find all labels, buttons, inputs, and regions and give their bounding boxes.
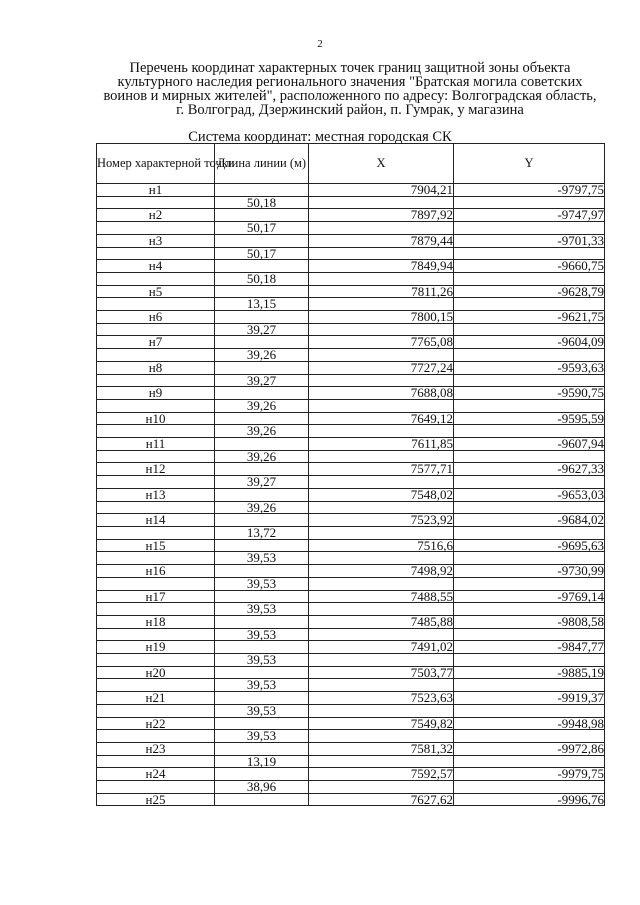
length-row — [97, 349, 605, 362]
y-coordinate: -9979,75 — [454, 768, 605, 781]
x-coordinate: 7577,71 — [309, 463, 454, 476]
x-coordinate: 7592,57 — [309, 768, 454, 781]
point-row — [97, 285, 605, 298]
x-coordinate: 7879,44 — [309, 234, 454, 247]
line-length: 39,53 — [215, 730, 309, 743]
point-row — [97, 717, 605, 730]
point-row — [97, 539, 605, 552]
point-number: н17 — [97, 590, 215, 603]
line-length: 39,53 — [215, 679, 309, 692]
x-coordinate: 7516,6 — [309, 539, 454, 552]
document-title — [80, 61, 620, 117]
x-coordinate: 7649,12 — [309, 412, 454, 425]
y-coordinate: -9627,33 — [454, 463, 605, 476]
point-number: н11 — [97, 438, 215, 451]
x-coordinate: 7765,08 — [309, 336, 454, 349]
y-coordinate: -9847,77 — [454, 641, 605, 654]
x-coordinate: 7727,24 — [309, 361, 454, 374]
line-length: 39,53 — [215, 628, 309, 641]
point-number: н9 — [97, 387, 215, 400]
y-coordinate: -9701,33 — [454, 234, 605, 247]
point-row — [97, 387, 605, 400]
point-number: н13 — [97, 488, 215, 501]
point-number: н2 — [97, 209, 215, 222]
point-row — [97, 438, 605, 451]
x-coordinate: 7688,08 — [309, 387, 454, 400]
line-length: 39,26 — [215, 501, 309, 514]
length-row — [97, 425, 605, 438]
point-number: н19 — [97, 641, 215, 654]
length-row — [97, 501, 605, 514]
length-row — [97, 730, 605, 743]
point-number: н7 — [97, 336, 215, 349]
point-number: н1 — [97, 184, 215, 197]
length-row — [97, 323, 605, 336]
y-coordinate: -9808,58 — [454, 615, 605, 628]
y-coordinate: -9684,02 — [454, 514, 605, 527]
y-coordinate: -9590,75 — [454, 387, 605, 400]
length-row — [97, 781, 605, 794]
point-row — [97, 260, 605, 273]
length-row — [97, 628, 605, 641]
length-row — [97, 679, 605, 692]
y-coordinate: -9885,19 — [454, 666, 605, 679]
point-number: н12 — [97, 463, 215, 476]
point-row — [97, 565, 605, 578]
x-coordinate: 7485,88 — [309, 615, 454, 628]
line-length: 50,18 — [215, 196, 309, 209]
point-row — [97, 184, 605, 197]
length-row — [97, 552, 605, 565]
line-length: 39,53 — [215, 603, 309, 616]
length-row — [97, 272, 605, 285]
x-coordinate: 7581,32 — [309, 742, 454, 755]
point-number: н18 — [97, 615, 215, 628]
y-coordinate: -9919,37 — [454, 692, 605, 705]
y-coordinate: -9695,63 — [454, 539, 605, 552]
length-row — [97, 577, 605, 590]
line-length: 39,27 — [215, 374, 309, 387]
x-coordinate: 7611,85 — [309, 438, 454, 451]
y-coordinate: -9593,63 — [454, 361, 605, 374]
length-row — [97, 654, 605, 667]
x-coordinate: 7523,92 — [309, 514, 454, 527]
point-number: н24 — [97, 768, 215, 781]
title-line: воинов и мирных жителей", расположенного по адресу: Волгоградская область, — [103, 88, 597, 104]
y-coordinate: -9948,98 — [454, 717, 605, 730]
line-length: 39,26 — [215, 399, 309, 412]
line-length: 13,19 — [215, 755, 309, 768]
y-coordinate: -9628,79 — [454, 285, 605, 298]
coordinates-table — [96, 143, 605, 806]
line-length: 13,15 — [215, 298, 309, 311]
length-row — [97, 196, 605, 209]
point-row — [97, 666, 605, 679]
x-coordinate: 7498,92 — [309, 565, 454, 578]
line-length: 13,72 — [215, 526, 309, 539]
point-row — [97, 336, 605, 349]
length-row — [97, 476, 605, 489]
point-number: н21 — [97, 692, 215, 705]
header-line-length: Длина линии (м) — [215, 144, 309, 184]
point-number: н10 — [97, 412, 215, 425]
point-row — [97, 768, 605, 781]
length-row — [97, 298, 605, 311]
length-row — [97, 755, 605, 768]
point-number: н3 — [97, 234, 215, 247]
line-length: 50,17 — [215, 247, 309, 260]
line-length: 39,27 — [215, 476, 309, 489]
point-row — [97, 615, 605, 628]
header-point-number: Номер характерной точки — [97, 144, 215, 184]
point-number: н15 — [97, 539, 215, 552]
x-coordinate: 7548,02 — [309, 488, 454, 501]
point-row — [97, 234, 605, 247]
point-row — [97, 311, 605, 324]
y-coordinate: -9621,75 — [454, 311, 605, 324]
header-x: X — [309, 144, 454, 184]
length-row — [97, 222, 605, 235]
x-coordinate: 7627,62 — [309, 793, 454, 806]
y-coordinate: -9797,75 — [454, 184, 605, 197]
point-row — [97, 361, 605, 374]
line-length: 39,53 — [215, 704, 309, 717]
point-number: н5 — [97, 285, 215, 298]
point-number: н14 — [97, 514, 215, 527]
line-length: 39,26 — [215, 450, 309, 463]
length-row — [97, 526, 605, 539]
length-row — [97, 603, 605, 616]
title-line: культурного наследия регионального значения "Братская могила советских — [117, 74, 583, 90]
point-row — [97, 641, 605, 654]
x-coordinate: 7491,02 — [309, 641, 454, 654]
empty-cell — [215, 793, 309, 806]
point-number: н23 — [97, 742, 215, 755]
point-number: н8 — [97, 361, 215, 374]
point-number: н4 — [97, 260, 215, 273]
point-row — [97, 793, 605, 806]
y-coordinate: -9747,97 — [454, 209, 605, 222]
y-coordinate: -9604,09 — [454, 336, 605, 349]
line-length: 39,26 — [215, 349, 309, 362]
title-line: г. Волгоград, Дзержинский район, п. Гумрак, у магазина — [176, 102, 524, 118]
x-coordinate: 7488,55 — [309, 590, 454, 603]
coordinate-system-caption: Система координат: местная городская СК — [188, 129, 452, 145]
point-number: н25 — [97, 793, 215, 806]
length-row — [97, 704, 605, 717]
point-number: н16 — [97, 565, 215, 578]
point-row — [97, 463, 605, 476]
table-body — [97, 184, 605, 806]
line-length: 39,26 — [215, 425, 309, 438]
point-row — [97, 209, 605, 222]
point-row — [97, 742, 605, 755]
x-coordinate: 7849,94 — [309, 260, 454, 273]
y-coordinate: -9653,03 — [454, 488, 605, 501]
length-row — [97, 374, 605, 387]
length-row — [97, 399, 605, 412]
y-coordinate: -9972,86 — [454, 742, 605, 755]
x-coordinate: 7800,15 — [309, 311, 454, 324]
line-length: 39,53 — [215, 552, 309, 565]
x-coordinate: 7549,82 — [309, 717, 454, 730]
point-row — [97, 514, 605, 527]
point-row — [97, 692, 605, 705]
point-row — [97, 590, 605, 603]
y-coordinate: -9595,59 — [454, 412, 605, 425]
y-coordinate: -9730,99 — [454, 565, 605, 578]
line-length: 39,53 — [215, 577, 309, 590]
page-number: 2 — [317, 38, 323, 50]
point-number: н6 — [97, 311, 215, 324]
x-coordinate: 7811,26 — [309, 285, 454, 298]
header-y: Y — [454, 144, 605, 184]
point-number: н22 — [97, 717, 215, 730]
line-length: 39,27 — [215, 323, 309, 336]
line-length: 38,96 — [215, 781, 309, 794]
x-coordinate: 7523,63 — [309, 692, 454, 705]
line-length: 39,53 — [215, 654, 309, 667]
x-coordinate: 7897,92 — [309, 209, 454, 222]
line-length: 50,17 — [215, 222, 309, 235]
y-coordinate: -9660,75 — [454, 260, 605, 273]
y-coordinate: -9769,14 — [454, 590, 605, 603]
y-coordinate: -9607,94 — [454, 438, 605, 451]
x-coordinate: 7503,77 — [309, 666, 454, 679]
point-number: н20 — [97, 666, 215, 679]
x-coordinate: 7904,21 — [309, 184, 454, 197]
length-row — [97, 247, 605, 260]
line-length: 50,18 — [215, 272, 309, 285]
table-header-row — [97, 144, 605, 184]
point-row — [97, 412, 605, 425]
point-row — [97, 488, 605, 501]
title-line: Перечень координат характерных точек границ защитной зоны объекта — [129, 60, 571, 76]
length-row — [97, 450, 605, 463]
y-coordinate: -9996,76 — [454, 793, 605, 806]
